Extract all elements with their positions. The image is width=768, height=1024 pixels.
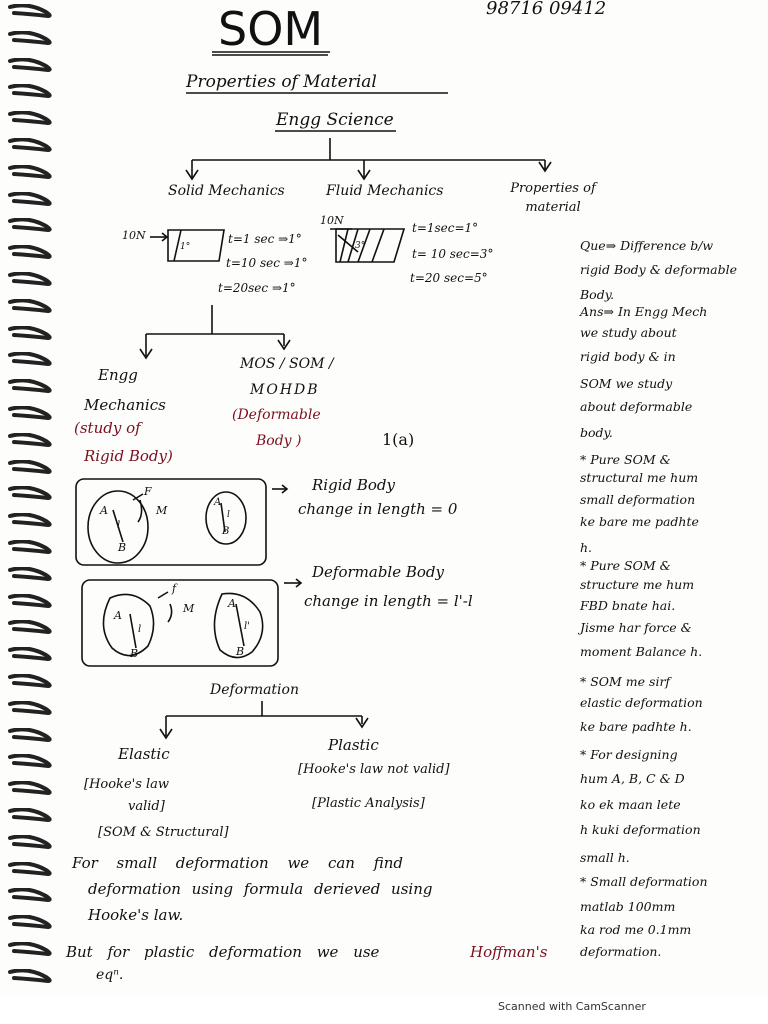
side-note-line: about deformable [580,399,693,414]
page-title: SOM [218,2,324,56]
note-2-line-1b: Hoffman's [470,943,548,961]
rigid-change-label: change in length = 0 [298,500,458,518]
deformable-body-label: Deformable Body [312,563,444,581]
side-note-line: FBD bnate hai. [580,598,676,613]
solid-time-1: t=1 sec ⇒1° [228,232,302,246]
side-note-line: ke bare padhte h. [580,719,692,734]
elastic-scope: [SOM & Structural] [98,825,229,840]
side-note-line: moment Balance h. [580,644,703,659]
side-note-line: h. [580,540,593,555]
fluid-time-2: t= 10 sec=3° [412,247,494,261]
deformable-point-b: B [130,647,139,660]
plastic-label: Plastic [328,736,379,754]
side-note-line: ko ek maan lete [580,797,681,812]
deformable-change-label: change in length = l'-l [304,592,473,610]
side-note-line: structure me hum [580,577,695,592]
solid-time-3: t=20sec ⇒1° [218,281,296,295]
side-note-line: ke bare me padhte [580,514,699,529]
deformable-length-2: l' [244,621,250,632]
engg-mechanics-3: (study of [74,419,141,437]
side-note-line: hum A, B, C & D [580,771,685,786]
side-note-line: * SOM me sirf [580,674,671,689]
som-1: MOS / SOM / [240,356,334,372]
som-3: (Deformable [232,407,321,423]
deformable-force: f [172,582,177,595]
phone-number: 98716 09412 [486,0,607,19]
deformable-length: l [138,624,142,635]
deformable-point-b2: B [236,645,245,658]
plastic-scope: [Plastic Analysis] [312,796,425,811]
branch-solid-mechanics: Solid Mechanics [168,183,285,199]
som-2: MOHDB [250,382,320,398]
deformable-moment: M [183,602,195,615]
solid-time-2: t=10 sec ⇒1° [226,256,308,270]
figure-ref: 1(a) [382,430,415,449]
rigid-point-a2: A [214,497,222,508]
plastic-law: [Hooke's law not valid] [298,762,450,777]
subtitle: Properties of Material [186,72,377,92]
branch-properties: Properties of material [510,181,596,215]
engg-mechanics-2: Mechanics [84,396,166,414]
side-note-line: deformation. [580,944,662,959]
note-1-line-3: Hooke's law. [88,906,184,924]
side-note-line: small deformation [580,492,696,507]
solid-angle-label: 1° [180,242,191,252]
elastic-valid: valid] [128,799,165,814]
side-note-line: * For designing [580,747,678,762]
side-note-line: Ans⇒ In Engg Mech [580,304,708,319]
fluid-force-label: 10N [320,214,344,227]
note-1-line-2: deformation using formula derieved using [88,880,433,898]
rigid-body-label: Rigid Body [312,476,395,494]
branch-fluid-mechanics: Fluid Mechanics [326,183,444,199]
side-note-line: matlab 100mm [580,899,676,914]
rigid-force: F [144,485,152,498]
rigid-point-b2: B [222,526,230,537]
side-note-line: * Small deformation [580,874,708,889]
elastic-law: [Hooke's law [84,777,170,792]
note-2-line-1a: But for plastic deformation we use [66,943,380,961]
side-note-line: Jisme har force & [580,620,692,635]
solid-force-label: 10N [122,229,146,242]
side-note-line: Que⇒ Difference b/w [580,238,714,253]
side-note-line: body. [580,425,613,440]
engg-mechanics-1: Engg [98,366,138,384]
side-note-line: * Pure SOM & [580,452,671,467]
rigid-length: l [117,520,121,531]
side-note-line: structural me hum [580,470,699,485]
footer-text: Scanned with CamScanner [498,1000,646,1013]
side-note-line: rigid body & in [580,349,676,364]
side-note-line: SOM we study [580,376,673,391]
deformable-point-a: A [114,609,122,622]
side-note-line: Body. [580,287,615,302]
side-note-line: rigid Body & deformable [580,262,738,277]
side-note-line: small h. [580,850,630,865]
rigid-point-b: B [118,541,127,554]
side-note-line: we study about [580,325,677,340]
side-note-line: h kuki deformation [580,822,701,837]
scanner-footer [0,995,768,1024]
deformable-point-a2: A [228,597,236,610]
rigid-length-2: l [227,510,230,520]
note-2-line-2: eqⁿ. [96,967,124,983]
elastic-label: Elastic [118,745,170,763]
fluid-time-1: t=1sec=1° [412,221,479,235]
note-1-line-1: For small deformation we can find [72,854,403,872]
fluid-time-3: t=20 sec=5° [410,271,488,285]
engg-mechanics-4: Rigid Body) [84,447,173,465]
side-note-line: ka rod me 0.1mm [580,922,692,937]
som-4: Body ) [256,433,302,449]
rigid-point-a: A [100,504,108,517]
rigid-moment: M [156,504,168,517]
deformation-title: Deformation [210,682,299,698]
root-node: Engg Science [276,110,394,130]
side-note-line: * Pure SOM & [580,558,671,573]
fluid-angle-label: 3° [355,241,366,251]
side-note-line: elastic deformation [580,695,703,710]
